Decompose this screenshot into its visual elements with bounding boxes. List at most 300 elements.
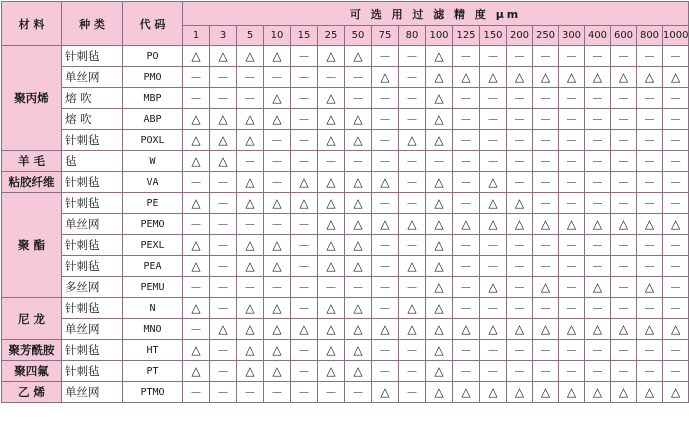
unavailable-mark: － xyxy=(585,151,611,172)
available-mark: △ xyxy=(237,193,264,214)
unavailable-mark: － xyxy=(291,151,318,172)
available-mark: △ xyxy=(426,214,453,235)
code-cell: W xyxy=(123,151,183,172)
unavailable-mark: － xyxy=(611,256,637,277)
available-mark: △ xyxy=(345,46,372,67)
available-mark: △ xyxy=(637,67,663,88)
unavailable-mark: － xyxy=(559,109,585,130)
available-mark: △ xyxy=(611,382,637,403)
micron-header-cell: 3 xyxy=(210,26,237,46)
unavailable-mark: － xyxy=(663,151,689,172)
unavailable-mark: － xyxy=(585,340,611,361)
unavailable-mark: － xyxy=(533,361,559,382)
table-row xyxy=(2,46,689,67)
kind-cell: 单丝网 xyxy=(62,319,123,340)
available-mark: △ xyxy=(183,130,210,151)
unavailable-mark: － xyxy=(453,361,480,382)
unavailable-mark: － xyxy=(345,151,372,172)
unavailable-mark: － xyxy=(637,340,663,361)
available-mark: △ xyxy=(291,172,318,193)
table-row xyxy=(2,340,689,361)
unavailable-mark: － xyxy=(453,340,480,361)
available-mark: △ xyxy=(318,235,345,256)
unavailable-mark: － xyxy=(399,193,426,214)
unavailable-mark: － xyxy=(533,235,559,256)
available-mark: △ xyxy=(183,361,210,382)
available-mark: △ xyxy=(183,46,210,67)
unavailable-mark: － xyxy=(611,298,637,319)
unavailable-mark: － xyxy=(533,109,559,130)
code-cell: PTMO xyxy=(123,382,183,403)
available-mark: △ xyxy=(559,67,585,88)
available-mark: △ xyxy=(183,340,210,361)
available-mark: △ xyxy=(318,88,345,109)
unavailable-mark: － xyxy=(559,361,585,382)
available-mark: △ xyxy=(426,193,453,214)
unavailable-mark: － xyxy=(453,256,480,277)
available-mark: △ xyxy=(480,214,507,235)
table-row xyxy=(2,277,689,298)
available-mark: △ xyxy=(264,88,291,109)
micron-header-cell: 15 xyxy=(291,26,318,46)
unavailable-mark: － xyxy=(559,277,585,298)
available-mark: △ xyxy=(585,319,611,340)
unavailable-mark: － xyxy=(264,277,291,298)
unavailable-mark: － xyxy=(533,298,559,319)
available-mark: △ xyxy=(559,382,585,403)
available-mark: △ xyxy=(345,214,372,235)
micron-header-cell: 1 xyxy=(183,26,210,46)
unavailable-mark: － xyxy=(611,277,637,298)
code-cell: PO xyxy=(123,46,183,67)
unavailable-mark: － xyxy=(663,46,689,67)
kind-cell: 毡 xyxy=(62,151,123,172)
unavailable-mark: － xyxy=(399,235,426,256)
available-mark: △ xyxy=(611,67,637,88)
unavailable-mark: － xyxy=(533,88,559,109)
available-mark: △ xyxy=(264,256,291,277)
unavailable-mark: － xyxy=(507,172,533,193)
available-mark: △ xyxy=(183,151,210,172)
unavailable-mark: － xyxy=(291,130,318,151)
table-row xyxy=(2,130,689,151)
unavailable-mark: － xyxy=(637,361,663,382)
available-mark: △ xyxy=(291,319,318,340)
unavailable-mark: － xyxy=(399,109,426,130)
unavailable-mark: － xyxy=(507,109,533,130)
header-material: 材 料 xyxy=(2,2,62,46)
available-mark: △ xyxy=(345,361,372,382)
available-mark: △ xyxy=(345,298,372,319)
header-row xyxy=(2,2,689,26)
table-row xyxy=(2,193,689,214)
unavailable-mark: － xyxy=(663,298,689,319)
available-mark: △ xyxy=(237,130,264,151)
material-cell: 聚四氟 xyxy=(2,361,62,382)
available-mark: △ xyxy=(399,298,426,319)
unavailable-mark: － xyxy=(507,277,533,298)
available-mark: △ xyxy=(426,130,453,151)
available-mark: △ xyxy=(318,361,345,382)
header-precision: 可 选 用 过 滤 精 度 μm xyxy=(183,2,689,26)
unavailable-mark: － xyxy=(372,361,399,382)
table-row xyxy=(2,298,689,319)
unavailable-mark: － xyxy=(585,130,611,151)
unavailable-mark: － xyxy=(426,151,453,172)
available-mark: △ xyxy=(345,109,372,130)
available-mark: △ xyxy=(480,67,507,88)
available-mark: △ xyxy=(210,46,237,67)
available-mark: △ xyxy=(318,298,345,319)
available-mark: △ xyxy=(637,319,663,340)
unavailable-mark: － xyxy=(559,340,585,361)
unavailable-mark: － xyxy=(210,298,237,319)
unavailable-mark: － xyxy=(480,46,507,67)
kind-cell: 针刺毡 xyxy=(62,46,123,67)
available-mark: △ xyxy=(237,109,264,130)
unavailable-mark: － xyxy=(291,214,318,235)
available-mark: △ xyxy=(426,382,453,403)
available-mark: △ xyxy=(318,193,345,214)
available-mark: △ xyxy=(507,319,533,340)
unavailable-mark: － xyxy=(453,151,480,172)
table-row xyxy=(2,109,689,130)
unavailable-mark: － xyxy=(663,277,689,298)
code-cell: ABP xyxy=(123,109,183,130)
unavailable-mark: － xyxy=(480,109,507,130)
code-cell: POXL xyxy=(123,130,183,151)
available-mark: △ xyxy=(533,382,559,403)
available-mark: △ xyxy=(507,67,533,88)
unavailable-mark: － xyxy=(345,67,372,88)
code-cell: VA xyxy=(123,172,183,193)
unavailable-mark: － xyxy=(372,46,399,67)
unavailable-mark: － xyxy=(507,256,533,277)
available-mark: △ xyxy=(399,130,426,151)
unavailable-mark: － xyxy=(264,130,291,151)
unavailable-mark: － xyxy=(453,277,480,298)
unavailable-mark: － xyxy=(210,67,237,88)
unavailable-mark: － xyxy=(399,151,426,172)
unavailable-mark: － xyxy=(210,361,237,382)
unavailable-mark: － xyxy=(372,193,399,214)
available-mark: △ xyxy=(426,361,453,382)
unavailable-mark: － xyxy=(264,67,291,88)
unavailable-mark: － xyxy=(480,298,507,319)
unavailable-mark: － xyxy=(399,46,426,67)
unavailable-mark: － xyxy=(559,151,585,172)
unavailable-mark: － xyxy=(611,361,637,382)
unavailable-mark: － xyxy=(345,277,372,298)
unavailable-mark: － xyxy=(585,361,611,382)
micron-header-cell: 300 xyxy=(559,26,585,46)
available-mark: △ xyxy=(345,256,372,277)
available-mark: △ xyxy=(480,172,507,193)
unavailable-mark: － xyxy=(637,88,663,109)
material-cell: 尼 龙 xyxy=(2,298,62,340)
available-mark: △ xyxy=(559,319,585,340)
available-mark: △ xyxy=(480,277,507,298)
code-cell: PEXL xyxy=(123,235,183,256)
available-mark: △ xyxy=(663,382,689,403)
available-mark: △ xyxy=(183,256,210,277)
unavailable-mark: － xyxy=(637,109,663,130)
unavailable-mark: － xyxy=(183,382,210,403)
micron-header-cell: 50 xyxy=(345,26,372,46)
unavailable-mark: － xyxy=(637,172,663,193)
unavailable-mark: － xyxy=(453,298,480,319)
unavailable-mark: － xyxy=(507,130,533,151)
unavailable-mark: － xyxy=(480,151,507,172)
available-mark: △ xyxy=(264,298,291,319)
unavailable-mark: － xyxy=(372,277,399,298)
available-mark: △ xyxy=(399,319,426,340)
available-mark: △ xyxy=(237,46,264,67)
micron-header-cell: 75 xyxy=(372,26,399,46)
available-mark: △ xyxy=(426,46,453,67)
micron-header-cell: 600 xyxy=(611,26,637,46)
unavailable-mark: － xyxy=(637,235,663,256)
micron-header-cell: 150 xyxy=(480,26,507,46)
unavailable-mark: － xyxy=(533,193,559,214)
unavailable-mark: － xyxy=(318,151,345,172)
material-cell: 乙 烯 xyxy=(2,382,62,403)
available-mark: △ xyxy=(264,361,291,382)
unavailable-mark: － xyxy=(210,193,237,214)
table-row xyxy=(2,67,689,88)
kind-cell: 针刺毡 xyxy=(62,193,123,214)
unavailable-mark: － xyxy=(480,130,507,151)
kind-cell: 针刺毡 xyxy=(62,361,123,382)
available-mark: △ xyxy=(372,382,399,403)
table-row xyxy=(2,319,689,340)
unavailable-mark: － xyxy=(210,382,237,403)
available-mark: △ xyxy=(585,277,611,298)
available-mark: △ xyxy=(318,130,345,151)
unavailable-mark: － xyxy=(318,277,345,298)
unavailable-mark: － xyxy=(264,151,291,172)
unavailable-mark: － xyxy=(399,340,426,361)
available-mark: △ xyxy=(372,214,399,235)
available-mark: △ xyxy=(318,46,345,67)
unavailable-mark: － xyxy=(611,193,637,214)
unavailable-mark: － xyxy=(291,67,318,88)
available-mark: △ xyxy=(345,235,372,256)
available-mark: △ xyxy=(426,319,453,340)
available-mark: △ xyxy=(426,235,453,256)
unavailable-mark: － xyxy=(372,130,399,151)
unavailable-mark: － xyxy=(372,235,399,256)
unavailable-mark: － xyxy=(453,130,480,151)
unavailable-mark: － xyxy=(480,88,507,109)
unavailable-mark: － xyxy=(264,172,291,193)
available-mark: △ xyxy=(318,109,345,130)
kind-cell: 针刺毡 xyxy=(62,172,123,193)
micron-header-cell: 400 xyxy=(585,26,611,46)
available-mark: △ xyxy=(480,382,507,403)
unavailable-mark: － xyxy=(585,193,611,214)
micron-header-cell: 200 xyxy=(507,26,533,46)
available-mark: △ xyxy=(372,172,399,193)
unavailable-mark: － xyxy=(345,382,372,403)
available-mark: △ xyxy=(426,277,453,298)
unavailable-mark: － xyxy=(480,340,507,361)
micron-header-cell: 250 xyxy=(533,26,559,46)
unavailable-mark: － xyxy=(663,361,689,382)
unavailable-mark: － xyxy=(210,214,237,235)
unavailable-mark: － xyxy=(291,361,318,382)
unavailable-mark: － xyxy=(637,193,663,214)
available-mark: △ xyxy=(611,319,637,340)
micron-header-cell: 800 xyxy=(637,26,663,46)
available-mark: △ xyxy=(264,319,291,340)
unavailable-mark: － xyxy=(291,340,318,361)
code-cell: PT xyxy=(123,361,183,382)
kind-cell: 针刺毡 xyxy=(62,130,123,151)
table-row xyxy=(2,382,689,403)
table-body xyxy=(2,46,689,403)
unavailable-mark: － xyxy=(291,298,318,319)
unavailable-mark: － xyxy=(399,382,426,403)
unavailable-mark: － xyxy=(345,88,372,109)
micron-header-cell: 25 xyxy=(318,26,345,46)
available-mark: △ xyxy=(507,382,533,403)
unavailable-mark: － xyxy=(237,214,264,235)
unavailable-mark: － xyxy=(611,340,637,361)
available-mark: △ xyxy=(611,214,637,235)
unavailable-mark: － xyxy=(183,172,210,193)
kind-cell: 单丝网 xyxy=(62,67,123,88)
available-mark: △ xyxy=(372,319,399,340)
available-mark: △ xyxy=(507,214,533,235)
available-mark: △ xyxy=(264,340,291,361)
unavailable-mark: － xyxy=(210,340,237,361)
unavailable-mark: － xyxy=(453,193,480,214)
unavailable-mark: － xyxy=(183,319,210,340)
available-mark: △ xyxy=(345,172,372,193)
kind-cell: 针刺毡 xyxy=(62,256,123,277)
available-mark: △ xyxy=(480,193,507,214)
available-mark: △ xyxy=(663,67,689,88)
unavailable-mark: － xyxy=(585,46,611,67)
unavailable-mark: － xyxy=(210,172,237,193)
unavailable-mark: － xyxy=(453,46,480,67)
code-cell: MBP xyxy=(123,88,183,109)
table-row xyxy=(2,235,689,256)
unavailable-mark: － xyxy=(585,88,611,109)
available-mark: △ xyxy=(533,214,559,235)
unavailable-mark: － xyxy=(559,235,585,256)
available-mark: △ xyxy=(264,235,291,256)
unavailable-mark: － xyxy=(663,193,689,214)
unavailable-mark: － xyxy=(507,46,533,67)
unavailable-mark: － xyxy=(611,172,637,193)
code-cell: PEMO xyxy=(123,214,183,235)
unavailable-mark: － xyxy=(585,298,611,319)
unavailable-mark: － xyxy=(183,88,210,109)
unavailable-mark: － xyxy=(183,277,210,298)
unavailable-mark: － xyxy=(507,88,533,109)
available-mark: △ xyxy=(318,319,345,340)
available-mark: △ xyxy=(426,109,453,130)
unavailable-mark: － xyxy=(372,88,399,109)
unavailable-mark: － xyxy=(210,88,237,109)
unavailable-mark: － xyxy=(663,88,689,109)
available-mark: △ xyxy=(585,214,611,235)
unavailable-mark: － xyxy=(291,46,318,67)
available-mark: △ xyxy=(237,298,264,319)
unavailable-mark: － xyxy=(210,235,237,256)
unavailable-mark: － xyxy=(533,46,559,67)
header-code: 代 码 xyxy=(123,2,183,46)
unavailable-mark: － xyxy=(507,340,533,361)
available-mark: △ xyxy=(345,319,372,340)
unavailable-mark: － xyxy=(264,214,291,235)
unavailable-mark: － xyxy=(453,88,480,109)
unavailable-mark: － xyxy=(372,298,399,319)
unavailable-mark: － xyxy=(399,277,426,298)
unavailable-mark: － xyxy=(637,46,663,67)
filter-precision-table xyxy=(1,1,689,403)
unavailable-mark: － xyxy=(637,151,663,172)
unavailable-mark: － xyxy=(372,340,399,361)
kind-cell: 熔 吹 xyxy=(62,109,123,130)
material-cell: 聚丙烯 xyxy=(2,46,62,151)
unavailable-mark: － xyxy=(291,109,318,130)
available-mark: △ xyxy=(237,172,264,193)
available-mark: △ xyxy=(210,319,237,340)
unavailable-mark: － xyxy=(585,256,611,277)
unavailable-mark: － xyxy=(533,340,559,361)
kind-cell: 针刺毡 xyxy=(62,340,123,361)
unavailable-mark: － xyxy=(559,172,585,193)
unavailable-mark: － xyxy=(611,46,637,67)
unavailable-mark: － xyxy=(533,130,559,151)
unavailable-mark: － xyxy=(237,67,264,88)
available-mark: △ xyxy=(318,172,345,193)
unavailable-mark: － xyxy=(480,361,507,382)
kind-cell: 针刺毡 xyxy=(62,235,123,256)
code-cell: MNO xyxy=(123,319,183,340)
available-mark: △ xyxy=(264,46,291,67)
unavailable-mark: － xyxy=(291,256,318,277)
available-mark: △ xyxy=(663,214,689,235)
available-mark: △ xyxy=(318,214,345,235)
unavailable-mark: － xyxy=(210,256,237,277)
unavailable-mark: － xyxy=(559,298,585,319)
micron-header-cell: 5 xyxy=(237,26,264,46)
unavailable-mark: － xyxy=(585,172,611,193)
table-row xyxy=(2,151,689,172)
table-row xyxy=(2,214,689,235)
unavailable-mark: － xyxy=(291,88,318,109)
unavailable-mark: － xyxy=(663,235,689,256)
micron-header-cell: 125 xyxy=(453,26,480,46)
available-mark: △ xyxy=(533,67,559,88)
unavailable-mark: － xyxy=(372,256,399,277)
available-mark: △ xyxy=(183,109,210,130)
unavailable-mark: － xyxy=(318,67,345,88)
available-mark: △ xyxy=(210,130,237,151)
micron-header-cell: 10 xyxy=(264,26,291,46)
available-mark: △ xyxy=(372,67,399,88)
available-mark: △ xyxy=(453,67,480,88)
unavailable-mark: － xyxy=(507,298,533,319)
code-cell: PE xyxy=(123,193,183,214)
unavailable-mark: － xyxy=(507,151,533,172)
available-mark: △ xyxy=(559,214,585,235)
unavailable-mark: － xyxy=(585,235,611,256)
